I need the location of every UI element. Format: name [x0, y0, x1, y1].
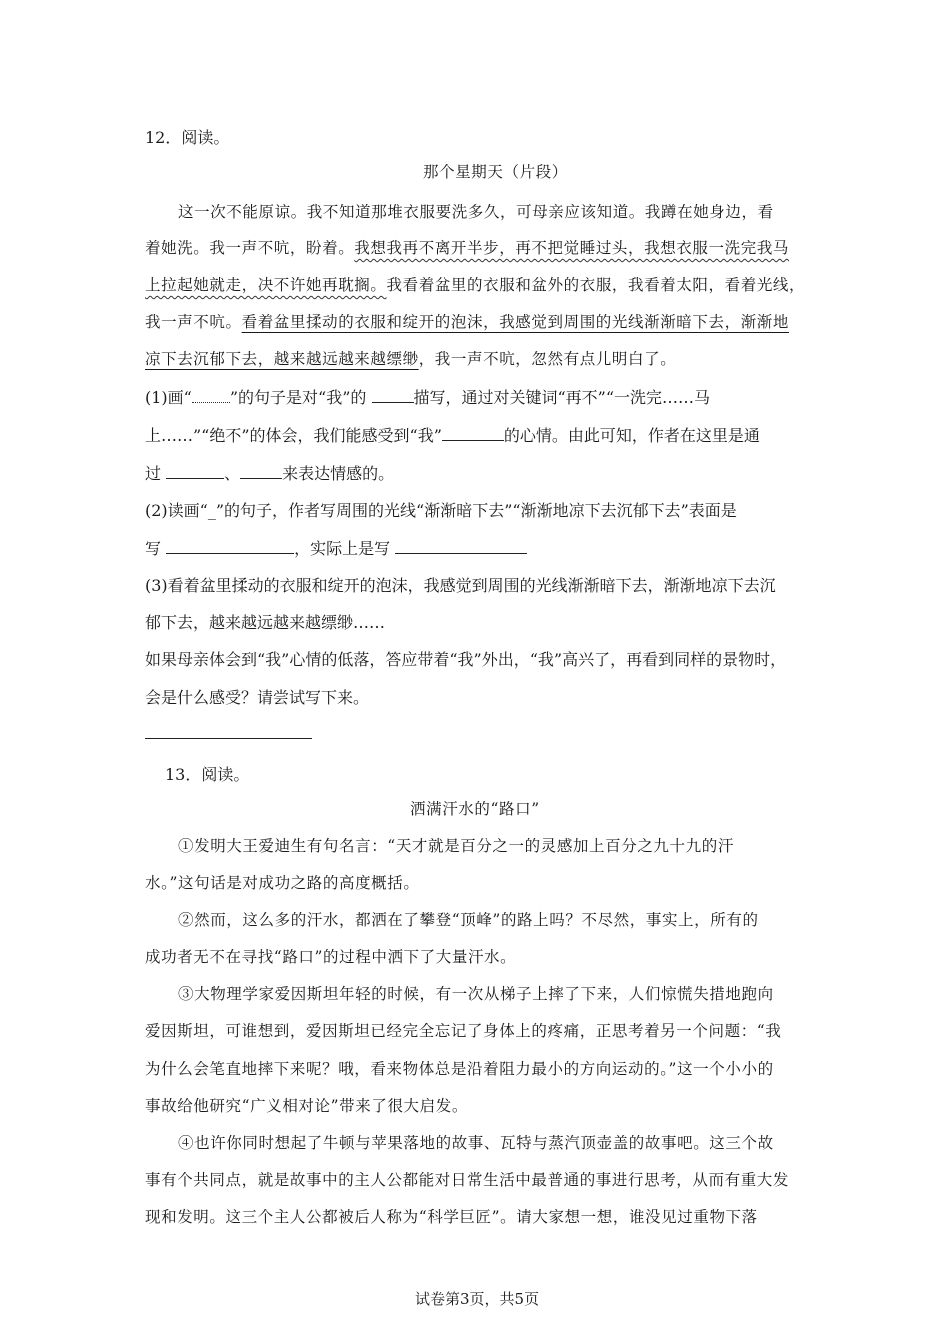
q12-sub1-line [145, 461, 394, 484]
page-footer: 试卷第3页，共5页 [415, 1290, 540, 1308]
q12-passage-line [145, 310, 789, 332]
q12-text: ，我一声不吭，忽然有点儿明白了。 [418, 350, 677, 368]
q12-sub2-line [145, 536, 527, 559]
q13-passage-line: ①发明大王爱迪生有句名言：“天才就是百分之一的灵感加上百分之九十九的汗 [178, 837, 734, 855]
q13-number: 13．阅读。 [165, 765, 250, 784]
q12-number: 12．阅读。 [145, 128, 230, 147]
answer-blank[interactable] [166, 464, 224, 479]
q13-passage-line: 为什么会笔直地摔下来呢？哦，看来物体总是沿着阻力最小的方向运动的。”这一个小小的 [145, 1060, 774, 1078]
q12-passage-line [145, 273, 805, 295]
q12-sub1-text: 过 [145, 464, 162, 483]
answer-blank[interactable] [372, 388, 414, 403]
answer-blank[interactable] [442, 426, 504, 441]
q12-passage-line [145, 236, 789, 258]
q13-passage-line: 事故给他研究“广义相对论”带来了很大启发。 [145, 1097, 468, 1115]
q12-sub1-text: 的心情。由此可知，作者在这里是通 [503, 426, 760, 445]
q12-sub2-line: (2)读画“_”的句子，作者写周围的光线“渐渐暗下去”“渐渐地凉下去沉郁下去”表面是 [145, 501, 737, 520]
q13-passage-line: 爱因斯坦，可谁想到，爱因斯坦已经完全忘记了身体上的疼痛，正思考着另一个问题：“我 [145, 1022, 782, 1040]
q12-sub1-text: ”的句子是对“我”的 [229, 388, 367, 407]
answer-blank[interactable] [166, 539, 294, 554]
q13-passage-line: ②然而，这么多的汗水，都洒在了攀登“顶峰”的路上吗？不尽然，事实上，所有的 [178, 911, 759, 929]
q13-passage-line: 成功者无不在寻找“路口”的过程中洒下了大量汗水。 [145, 948, 517, 966]
q12-underlined-sentence: 看着盆里揉动的衣服和绽开的泡沫，我感觉到周围的光线渐渐暗下去，渐渐地 [241, 313, 790, 331]
q13-passage-line: 现和发明。这三个主人公都被后人称为“科学巨匠”。请大家想一想，谁没见过重物下落 [145, 1208, 758, 1226]
q12-sub3-line: (3)看着盆里揉动的衣服和绽开的泡沫，我感觉到周围的光线渐渐暗下去，渐渐地凉下去沉 [145, 576, 776, 595]
q12-text: 着她洗。我一声不吭，盼着。 [145, 239, 355, 257]
q12-passage-line: 这一次不能原谅。我不知道那堆衣服要洗多久，可母亲应该知道。我蹲在她身边，看 [178, 203, 774, 221]
wavy-mark-sample [192, 388, 230, 403]
q12-text: 我看着盆里的衣服和盆外的衣服，我看着太阳，看着光线， [386, 276, 806, 294]
q12-sub3-line: 如果母亲体会到“我”心情的低落，答应带着“我”外出，“我”高兴了，再看到同样的景物时， [145, 650, 787, 669]
q12-text: 我一声不吭。 [145, 313, 242, 331]
q12-sub1-text: (1)画“ [145, 388, 192, 407]
q12-wavy-sentence: 上拉起她就走，决不许她再耽搁。 [145, 276, 387, 294]
q12-sub3-line: 郁下去，越来越远越来越缥缈…… [145, 613, 386, 632]
q12-sub1-text: 上……”“绝不”的体会，我们能感受到“我” [145, 426, 442, 445]
q12-passage-line [145, 347, 676, 369]
answer-blank[interactable] [395, 539, 527, 554]
q12-wavy-sentence: 我想我再不离开半步，再不把觉睡过头，我想衣服一洗完我马 [354, 239, 790, 257]
q12-sub3-line: 会是什么感受？请尝试写下来。 [145, 688, 370, 707]
answer-blank[interactable] [240, 464, 282, 479]
q12-title: 那个星期天（片段） [423, 163, 568, 181]
q12-sub1-text: 描写，通过对关键词“再不”“一洗完……马 [413, 388, 711, 407]
q12-sub1-line [145, 385, 710, 408]
answer-line[interactable] [145, 738, 312, 739]
q13-passage-line: 水。”这句话是对成功之路的高度概括。 [145, 874, 420, 892]
q13-passage-line: ④也许你同时想起了牛顿与苹果落地的故事、瓦特与蒸汽顶壶盖的故事吧。这三个故 [178, 1134, 774, 1152]
q12-sub2-text: ，实际上是写 [294, 539, 391, 558]
q12-sub1-text: 、 [224, 464, 241, 483]
q13-title: 洒满汗水的“路口” [410, 800, 540, 818]
q12-sub1-text: 来表达情感的。 [282, 464, 395, 483]
q12-sub1-line [145, 423, 760, 446]
q13-passage-line: ③大物理学家爱因斯坦年轻的时候，有一次从梯子上摔了下来，人们惊慌失措地跑向 [178, 985, 774, 1003]
q12-underlined-sentence: 凉下去沉郁下去，越来越远越来越缥缈 [145, 350, 419, 368]
q12-sub2-text: 写 [145, 539, 162, 558]
q13-passage-line: 事有个共同点，就是故事中的主人公都能对日常生活中最普通的事进行思考，从而有重大发 [145, 1171, 790, 1189]
